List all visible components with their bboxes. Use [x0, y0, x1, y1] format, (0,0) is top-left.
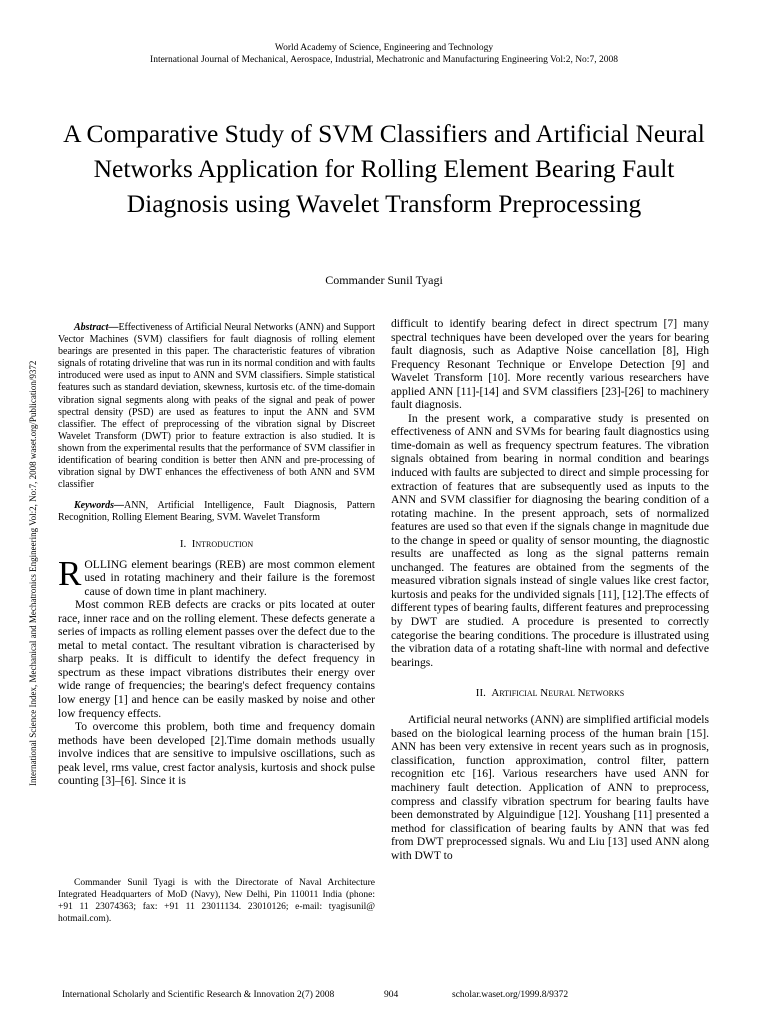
section-title: Introduction: [191, 537, 254, 550]
drop-cap: R: [58, 553, 82, 593]
intro-paragraph-1: [58, 553, 375, 599]
footer-url: scholar.waset.org/1999.8/9372: [452, 990, 569, 1000]
keywords-text: ANN, Artificial Intelligence, Fault Diagnosis, Pattern Recognition, Rolling Element Bearing, SVM. Wavelet Transform: [58, 500, 375, 524]
journal-header-line1: World Academy of Science, Engineering and Technology: [274, 43, 494, 53]
abstract: [58, 322, 375, 491]
section-heading-introduction: [58, 538, 375, 550]
section-title: Artificial Neural Networks: [491, 687, 625, 700]
right-paragraph-2: In the present work, a comparative study is presented on effectiveness of ANN and SVMs for bearing fault diagnostics using time-domain as well as frequency spectrum features. The vibration signals obtained from bearing in normal condition and bearings induced with faults are subjected to direct and simple processing for extraction of features that are subsequently used as inputs to the ANN and SVM classifier for diagnosing the bearing condition of a rotating machine. In the present approach, sets of normalized features are used so that even if the signals change in magnitude due to the change in speed or quality of sensor mounting, the diagnostic results are unaffected as long as the signal patterns remain unchanged. The features are obtained from the segments of the measured vibration signals instead of single values like crest factor, kurtosis and peaks for the undivided signals [11], [12].The effects of different types of bearing faults, different features and preprocessing by DWT are studied. A procedure is presented to correctly categorise the bearing conditions. The procedure is illustrated using the vibration data of a rotating shaft-line with normal and defective bearings.: [391, 411, 709, 669]
section-heading-ann: [391, 687, 709, 699]
section-number: II.: [475, 687, 486, 700]
abstract-label: Abstract—: [74, 322, 119, 333]
right-column: [391, 317, 709, 862]
right-paragraph-3: Artificial neural networks (ANN) are simplified artificial models based on the biological learning process of the human brain [15]. ANN has been very extensive in recent years such as in prognosis, classification, function approximation, control filter, pattern recognition etc [16]. Various researchers have used ANN for machinery fault detection. Application of ANN to preprocess, compress and classify vibration spectrum for bearing faults have been demonstrated by Alguindigue [12]. Youshang [11] presented a method for classification of bearing faults by ANN that was fed from DWT preprocessed signals. Wu and Liu [13] used ANN along with DWT to: [391, 713, 710, 862]
journal-header-line2: International Journal of Mechanical, Aerospace, Industrial, Mechatronic and Manufacturing Engineering Vol:2, No:7, 2008: [150, 55, 618, 65]
abstract-text: Effectiveness of Artificial Neural Networks (ANN) and Support Vector Machines (SVM) classifiers for fault diagnosis of rolling element bearings are presented in this paper. The characteristic features of vibration signals of rotating driveline that was run in its normal condition and with faults introduced were used as input to ANN and SVM classifiers. Simple statistical features such as standard deviation, skewness, kurtosis etc. of the time-domain vibration signal segments along with peaks of the signal and peak of power spectral density (PSD) are used as features to input the ANN and SVM classifier. The effect of preprocessing of the vibration signal by Discreet Wavelet Transform (DWT) prior to feature extraction is also studied. It is shown from the experimental results that the performance of SVM classifier in identification of bearing condition is better then ANN and pre-processing of vibration signal by DWT enhances the effectiveness of both ANN and SVM classifier: [58, 322, 375, 491]
author-name: Commander Sunil Tyagi: [325, 273, 443, 287]
left-column: [58, 322, 375, 788]
author-footnote: Commander Sunil Tyagi is with the Directorate of Naval Architecture Integrated Headquarters of MoD (Navy), New Delhi, Pin 110011 India (phone: +91 11 23074363; fax: +91 11 23011134. 23010126; e-mail: tyagisunil@ hotmail.com).: [58, 878, 375, 924]
footer-page-number: 904: [384, 990, 399, 1000]
footer-publisher: International Scholarly and Scientific Research & Innovation 2(7) 2008: [62, 990, 335, 1000]
intro-paragraph-2: Most common REB defects are cracks or pits located at outer race, inner race and on the rolling element. These defects generate a series of impacts as rolling element passes over the defect due to the metal to metal contact. The resultant vibration is characterised by sharp peaks. It is difficult to identify the defect frequency in spectrum as these impact vibrations distributes their energy over wide range of frequencies; the bearing's defect frequency contains low energy [1] and hence can be easily masked by noise and other low frequency effects.: [58, 598, 375, 720]
side-index-text: International Science Index, Mechanical and Mechatronics Engineering Vol:2, No:7, 2008 waset.org/Publication/9372: [28, 360, 38, 786]
section-number: I.: [179, 537, 187, 550]
keywords: [58, 500, 375, 524]
intro-paragraph-3: To overcome this problem, both time and frequency domain methods have been developed [2].Time domain methods usually involve indices that are sensitive to impulsive oscillations, such as peak level, rms value, crest factor analysis, kurtosis and shock pulse counting [3]–[6]. Since it is: [58, 720, 375, 788]
right-paragraph-1: difficult to identify bearing defect in direct spectrum [7] many spectral techniques have been developed over the years for bearing fault diagnosis, such as Adaptive Noise cancellation [8], High Frequency Resonant Technique or Envelope Detection [9] and Wavelet Transform [10]. More recently various researchers have applied ANN [11]-[14] and SVM classifiers [23]-[26] to machinery fault diagnosis.: [391, 317, 709, 412]
keywords-label: Keywords—: [74, 500, 124, 512]
intro-paragraph-1-text: OLLING element bearings (REB) are most common element used in rotating machinery and their failure is the foremost cause of down time in plant machinery.: [84, 557, 375, 598]
paper-title: A Comparative Study of SVM Classifiers and Artificial Neural Networks Application for Rolling Element Bearing Fault Diagnosis using Wavelet Transform Preprocessing: [63, 119, 705, 218]
